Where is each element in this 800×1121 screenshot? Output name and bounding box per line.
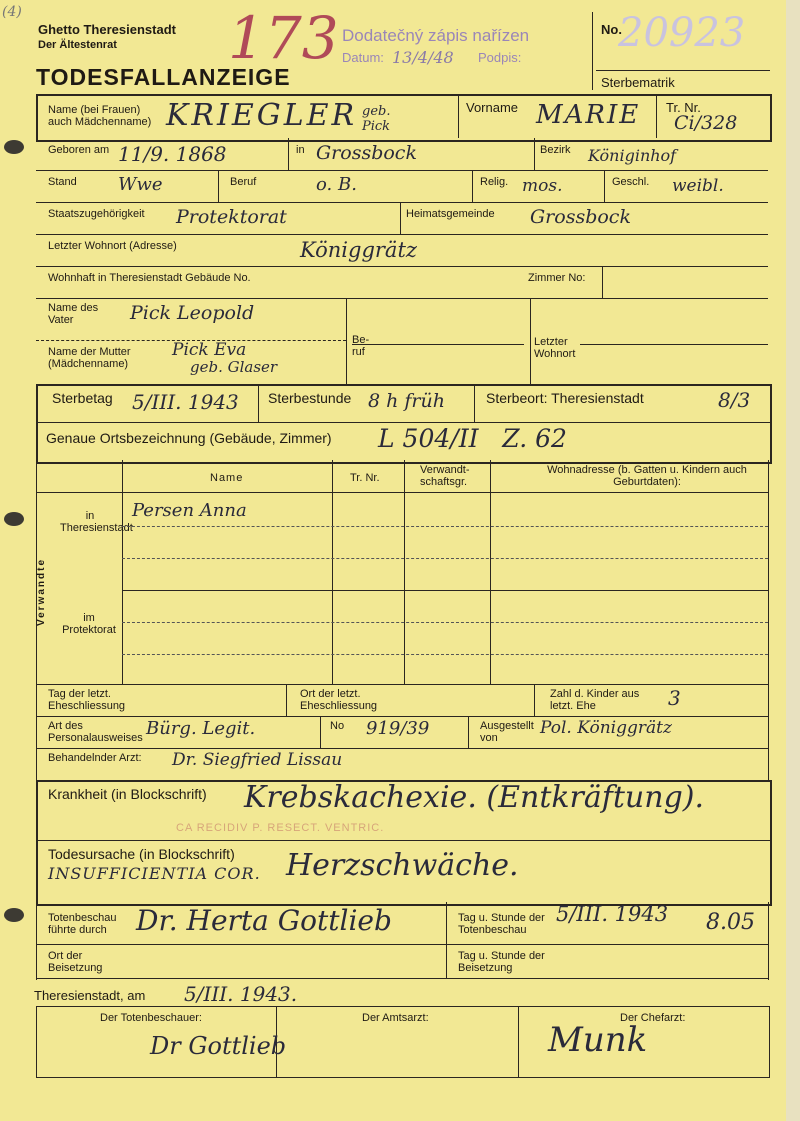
mutter-value2: geb. Glaser	[190, 358, 278, 376]
wohnort-label: Letzter Wohnort (Adresse)	[48, 240, 177, 252]
no-value: 20923	[618, 10, 746, 56]
in-value: Grossbock	[316, 142, 417, 164]
ortsbez-value: L 504/II Z. 62	[378, 424, 567, 453]
ausweis-label: Art des Personalausweises	[48, 720, 143, 744]
ehe-ort-label: Ort der letzt. Eheschliessung	[300, 688, 378, 712]
bezirk-value: Königinhof	[588, 146, 677, 165]
trnr-label: Tr. Nr.	[666, 100, 701, 115]
totenbeschau-value: Dr. Herta Gottlieb	[136, 904, 392, 937]
beruf-value: o. B.	[316, 174, 357, 195]
name-geb: geb. Pick	[362, 104, 391, 134]
kinder-label: Zahl d. Kinder aus letzt. Ehe	[550, 688, 640, 712]
ausgestellt-value: Pol. Königgrätz	[540, 718, 672, 738]
heimat-label: Heimatsgemeinde	[406, 208, 495, 220]
stand-value: Wwe	[118, 174, 163, 195]
form-title: TODESFALLANZEIGE	[36, 64, 291, 90]
staat-label: Staatszugehörigkeit	[48, 208, 145, 220]
arzt-value: Dr. Siegfried Lissau	[172, 750, 343, 770]
stand-label: Stand	[48, 176, 77, 188]
sig-amtsarzt-label: Der Amtsarzt:	[362, 1012, 429, 1024]
punch-hole	[4, 908, 24, 922]
tag-stunde-value: 5/III. 1943	[556, 902, 669, 926]
geschl-value: weibl.	[672, 176, 724, 196]
ausweis-no-label: No	[330, 720, 345, 732]
beruf-label: Beruf	[230, 176, 257, 188]
arzt-label: Behandelnder Arzt:	[48, 752, 142, 764]
sterbetag-value: 5/III. 1943	[132, 390, 239, 414]
ursache-label: Todesursache (in Blockschrift)	[48, 846, 235, 862]
staat-value: Protektorat	[176, 206, 287, 228]
col-name: Name	[210, 472, 244, 484]
vorname-label: Vorname	[466, 100, 519, 115]
tag-stunde-time: 8.05	[706, 910, 755, 935]
ausweis-value: Bürg. Legit.	[146, 718, 256, 739]
sterbestunde-value: 8 h früh	[368, 390, 445, 412]
krankheit-label: Krankheit (in Blockschrift)	[48, 786, 207, 802]
name-label: Name (bei Frauen) auch Mädchenname)	[48, 104, 152, 128]
place-date-label: Theresienstadt, am	[34, 988, 146, 1003]
name-value: KRIEGLER	[166, 98, 358, 133]
punch-hole	[4, 140, 24, 154]
col-wohn: Wohnadresse (b. Gatten u. Kindern auch Geburtdaten):	[547, 464, 747, 488]
tag-stunde-label: Tag u. Stunde der Totenbeschau	[458, 912, 545, 936]
vater-value: Pick Leopold	[130, 302, 255, 324]
sterbestunde-label: Sterbestunde	[268, 390, 352, 406]
mutter-label: Name der Mutter (Mädchenname)	[48, 346, 131, 370]
sig-totenbeschauer-label: Der Totenbeschauer:	[100, 1012, 202, 1024]
sig-chefarzt-label: Der Chefarzt:	[620, 1012, 686, 1024]
sig-totenbeschauer: Dr Gottlieb	[150, 1032, 287, 1060]
ursache-value-1: INSUFFICIENTIA COR.	[48, 864, 261, 883]
ehe-tag-label: Tag der letzt. Eheschliessung	[48, 688, 126, 712]
sterbeort-label: Sterbeort: Theresienstadt	[486, 390, 644, 406]
punch-hole	[4, 512, 24, 526]
krankheit-value: Krebskachexie. (Entkräftung).	[244, 780, 705, 815]
krankheit-red-note: CA RECIDIV P. RESECT. VENTRIC.	[176, 822, 385, 834]
ursache-value-2: Herzschwäche.	[286, 848, 519, 883]
relative-entry-1: Persen Anna	[132, 500, 247, 521]
place-date-value: 5/III. 1943.	[184, 982, 298, 1006]
geschl-label: Geschl.	[612, 176, 650, 188]
in-label: in	[296, 144, 305, 156]
stamp-datum-value: 13/4/48	[392, 48, 454, 67]
relig-value: mos.	[522, 176, 563, 196]
stamp-podpis-label: Podpis:	[478, 50, 522, 65]
trnr-value: Ci/328	[674, 112, 738, 134]
org-line1: Ghetto Theresienstadt	[38, 22, 176, 37]
org-line2: Der Ältestenrat	[38, 39, 117, 51]
in-theresienstadt-label: in Theresienstadt	[60, 510, 133, 534]
sig-chefarzt: Munk	[548, 1020, 648, 1060]
col-verw: Verwandt- schaftsgr.	[420, 464, 470, 488]
heimat-value: Grossbock	[530, 206, 631, 228]
ort-beisetzung-label: Ort der Beisetzung	[48, 950, 103, 974]
vorname-value: MARIE	[536, 100, 641, 130]
wohnhaft-label: Wohnhaft in Theresienstadt Gebäude No.	[48, 272, 251, 284]
sterbematrik-label: Sterbematrik	[601, 75, 675, 90]
verwandte-side-label: Verwandte	[36, 557, 47, 626]
stamp-datum-label: Datum:	[342, 50, 384, 65]
ausweis-no-value: 919/39	[366, 718, 430, 739]
sterbeort-value: 8/3	[718, 388, 751, 412]
letzter-wohnort-label: Letzter Wohnort	[534, 336, 576, 360]
ausgestellt-label: Ausgestellt von	[480, 720, 534, 744]
geboren-value: 11/9. 1868	[118, 142, 227, 166]
totenbeschau-label: Totenbeschau führte durch	[48, 912, 117, 936]
zimmer-label: Zimmer No:	[528, 272, 586, 284]
mutter-value: Pick Eva	[172, 340, 247, 360]
col-trnr: Tr. Nr.	[350, 472, 380, 484]
page-edge	[786, 0, 800, 1121]
vater-label: Name des Vater	[48, 302, 99, 326]
kinder-value: 3	[668, 686, 681, 710]
relig-label: Relig.	[480, 176, 509, 188]
no-label: No.	[601, 22, 622, 37]
bezirk-label: Bezirk	[540, 144, 571, 156]
beruf2-label: Be- ruf	[352, 334, 370, 358]
geboren-label: Geboren am	[48, 144, 110, 156]
margin-mark: (4)	[2, 4, 22, 20]
register-number: 173	[228, 4, 339, 72]
ortsbez-label: Genaue Ortsbezeichnung (Gebäude, Zimmer)	[46, 430, 332, 446]
stamp-dodatecny: Dodatečný zápis nařízen	[342, 26, 530, 45]
im-protektorat-label: im Protektorat	[62, 612, 116, 636]
tag-beisetzung-label: Tag u. Stunde der Beisetzung	[458, 950, 545, 974]
wohnort-value: Königgrätz	[300, 238, 417, 262]
sterbetag-label: Sterbetag	[52, 390, 113, 406]
